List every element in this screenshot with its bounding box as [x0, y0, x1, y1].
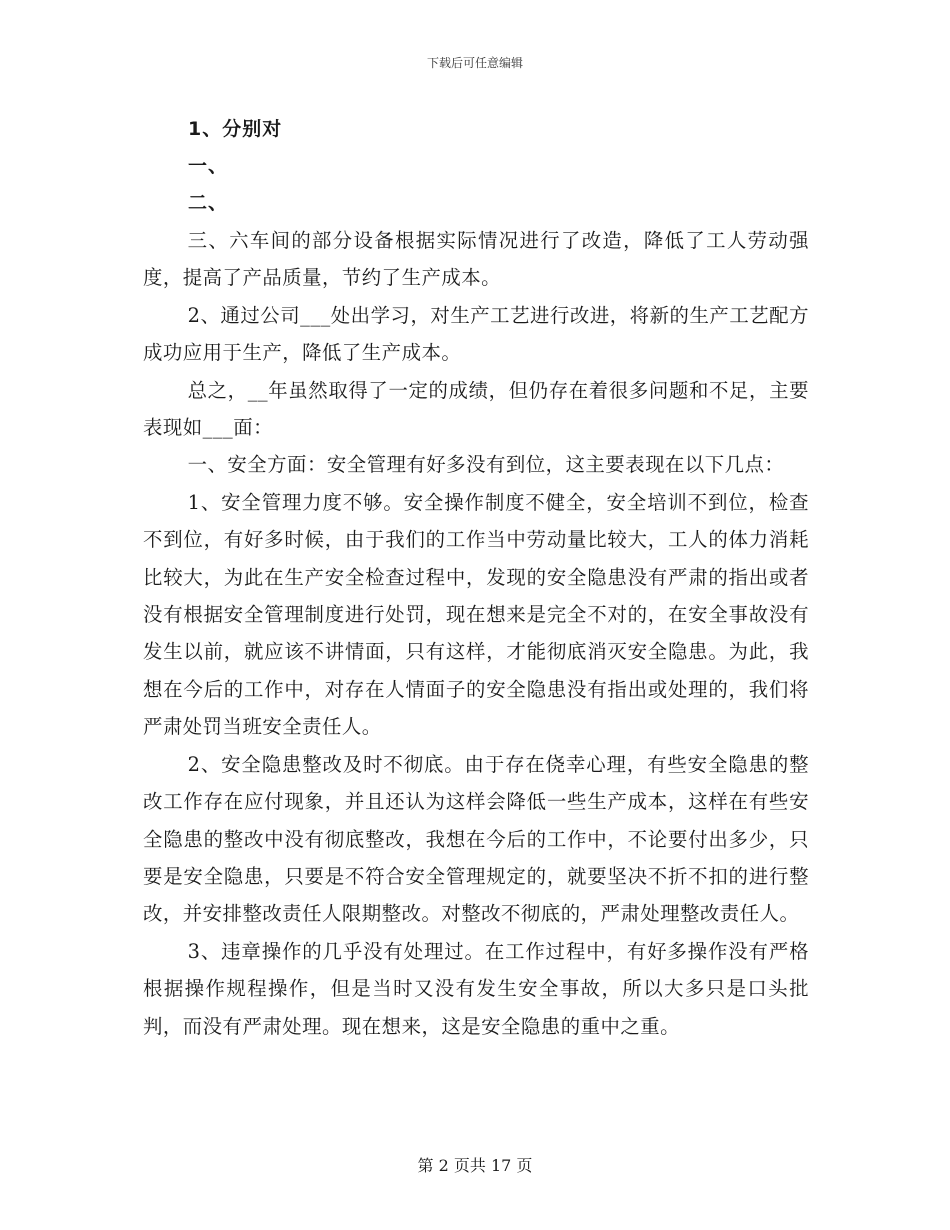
paragraph-6: 2、安全隐患整改及时不彻底。由于存在侥幸心理，有些安全隐患的整改工作存在应付现象，并且还认为这样会降低一些生产成本，这样在有些安全隐患的整改中没有彻底整改，我想在今后的工作中，不论要付出多少，只要是安全隐患，只要是不符合安全管理规定的，就要坚决不折不扣的进行整改，并安排整改责任人限期整改。对整改不彻底的，严肃处理整改责任人。 — [143, 752, 809, 926]
page-header: 下载后可任意编辑 — [426, 56, 523, 70]
paragraph-7: 3、违章操作的几乎没有处理过。在工作过程中，有好多操作没有严格根据操作规程操作，但是当时又没有发生安全事故，所以大多只是口头批判，而没有严肃处理。现在想来，这是安全隐患的重中之重。 — [143, 939, 809, 1038]
heading-2: 一、 — [188, 155, 229, 177]
page-footer: 第 2 页共 17 页 — [417, 1156, 533, 1175]
heading-1: 1、分别对 — [188, 118, 283, 140]
paragraph-4: 一、安全方面：安全管理有好多没有到位，这主要表现在以下几点： — [187, 453, 785, 477]
paragraph-1: 三、六车间的部分设备根据实际情况进行了改造，降低了工人劳动强度，提高了产品质量，节约了生产成本。 — [143, 229, 809, 290]
paragraph-5: 1、安全管理力度不够。安全操作制度不健全，安全培训不到位，检查不到位，有好多时候，由于我们的工作当中劳动量比较大，工人的体力消耗比较大，为此在生产安全检查过程中，发现的安全隐患没有严肃的指出或者没有根据安全管理制度进行处罚，现在想来是完全不对的，在安全事故没有发生以前，就应该不讲情面，只有这样，才能彻底消灭安全隐患。为此，我想在今后的工作中，对存在人情面子的安全隐患没有指出或处理的，我们将严肃处罚当班安全责任人。 — [143, 490, 809, 739]
paragraph-3: 总之，__年虽然取得了一定的成绩，但仍存在着很多问题和不足，主要表现如___面： — [143, 378, 809, 440]
heading-3: 二、 — [188, 192, 229, 214]
document-body — [143, 111, 809, 1045]
paragraph-2: 2、通过公司___处出学习，对生产工艺进行改进，将新的生产工艺配方成功应用于生产，降低了生产成本。 — [143, 303, 809, 365]
